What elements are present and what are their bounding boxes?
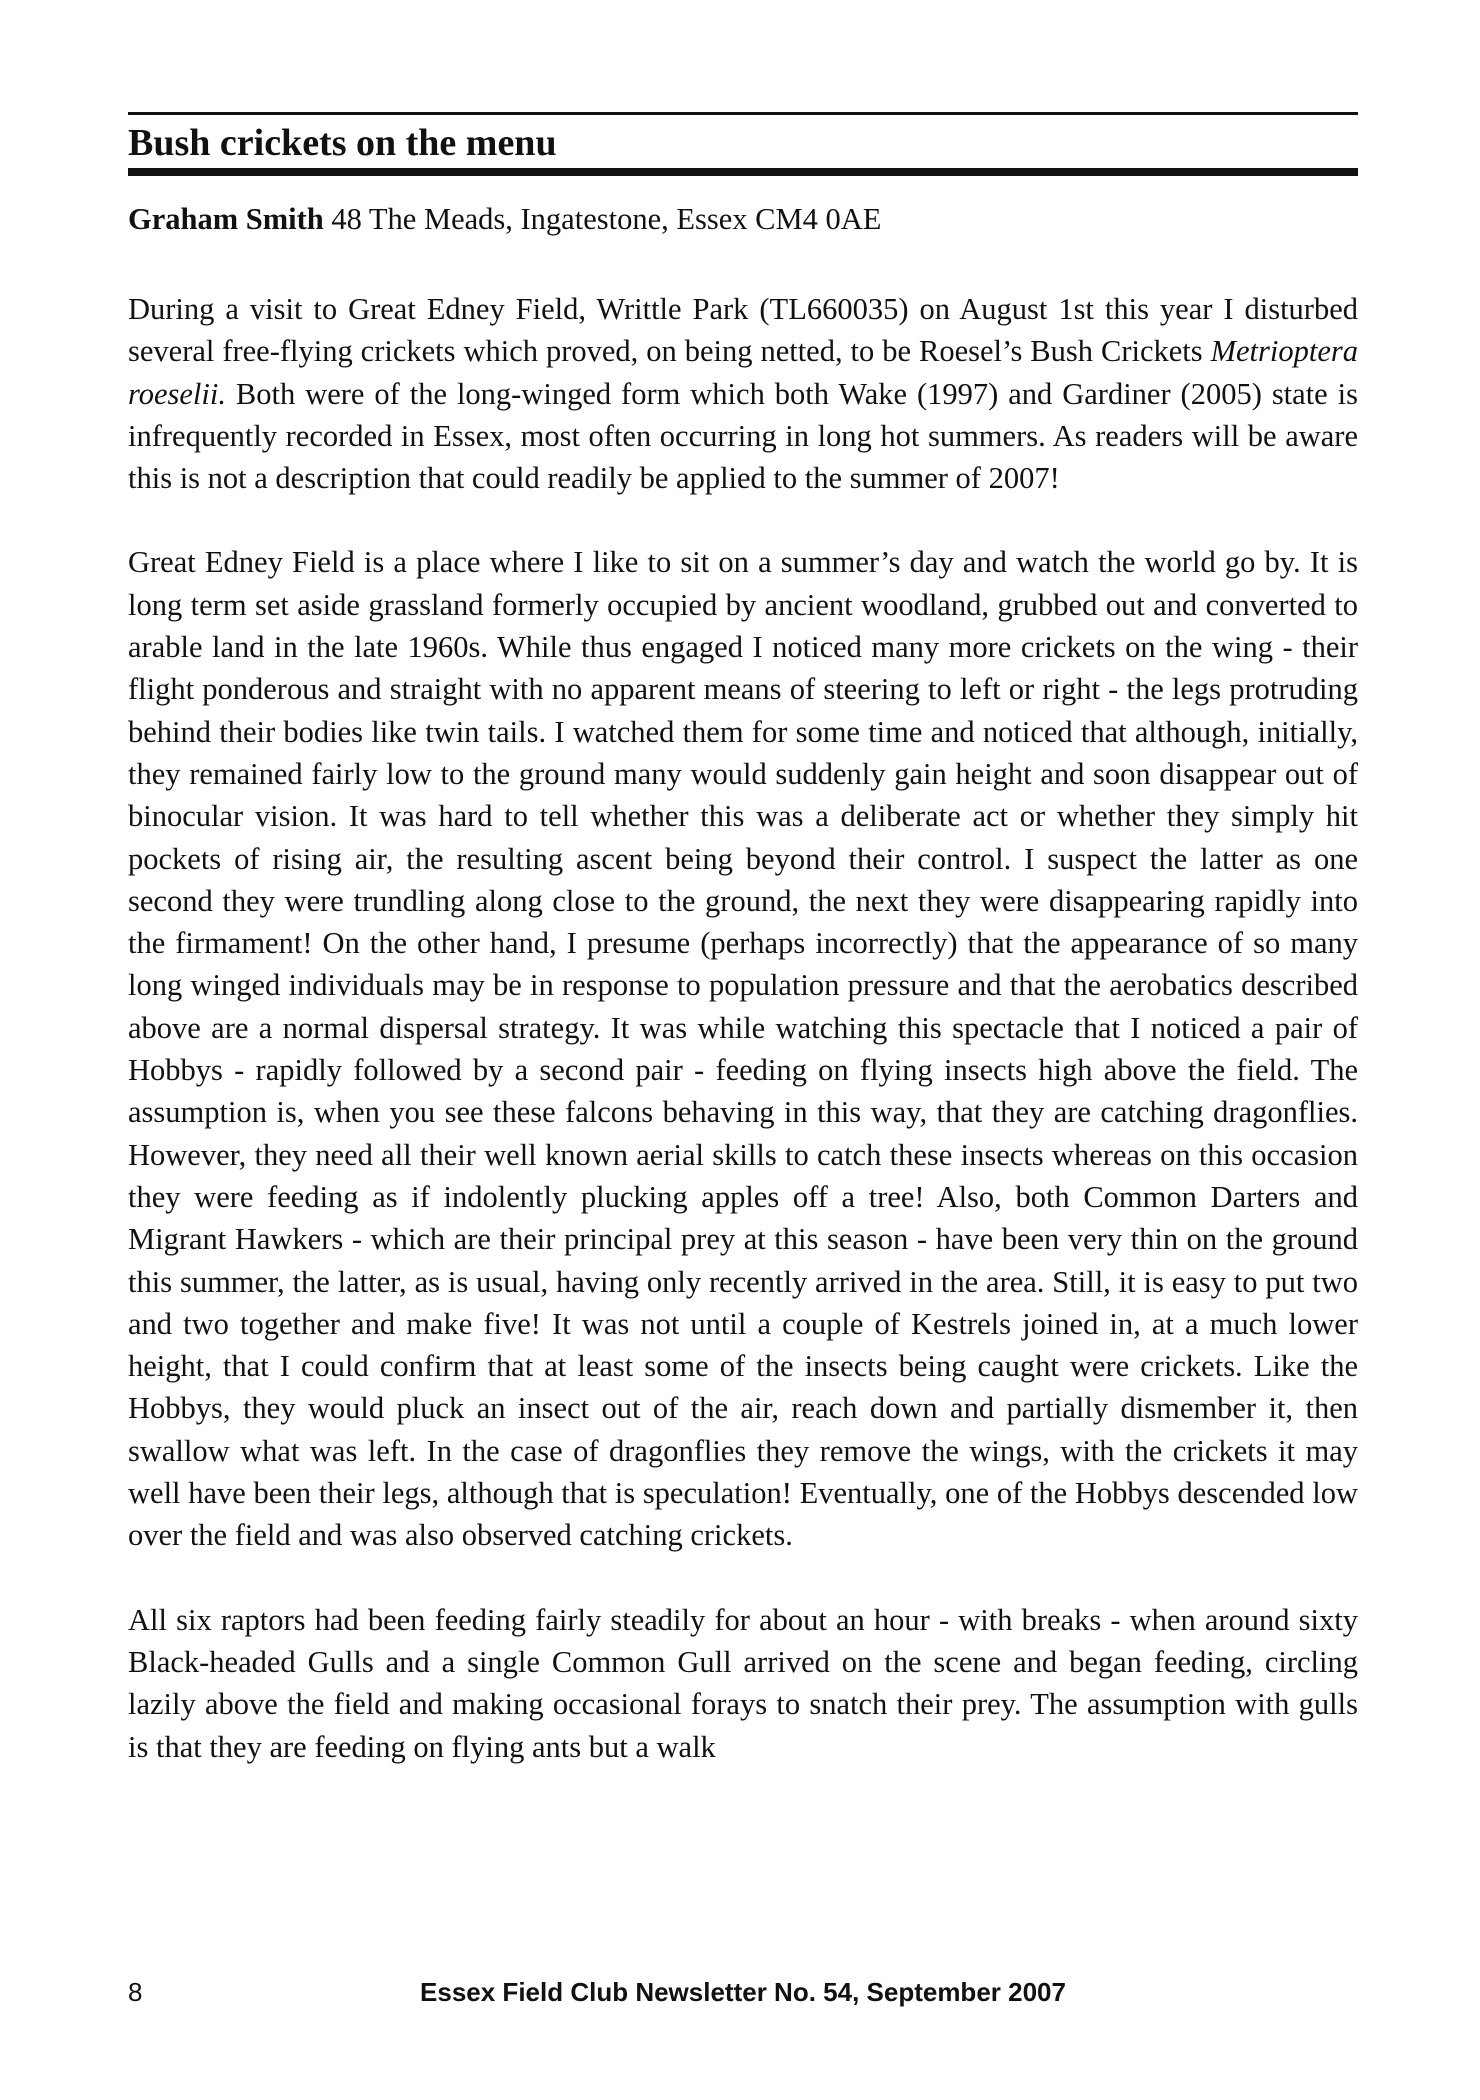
author-address: 48 The Meads, Ingatestone, Essex CM4 0AE (323, 202, 882, 236)
author-name: Graham Smith (128, 202, 324, 236)
title-top-rule (128, 112, 1358, 115)
page-number: 8 (128, 1977, 143, 2007)
page-footer (128, 1972, 1358, 2012)
paragraph-1 (128, 288, 1358, 499)
paragraph-2: Great Edney Field is a place where I like to sit on a summer’s day and watch the world go by. It is long term set aside grassland formerly occupied by ancient woodland, grubbed out and converted to arable land in the late 1960s. While thus engaged I noticed many more crickets on the wing - their flight ponderous and straight with no apparent means of steering to left or right - the legs protruding behind their bodies like twin tails. I watched them for some time and noticed that although, initially, they remained fairly low to the ground many would suddenly gain height and soon disappear out of binocular vision. It was hard to tell whether this was a deliberate act or whether they simply hit pockets of rising air, the resulting ascent being beyond their control. I suspect the latter as one second they were trundling along close to the ground, the next they were disappearing rapidly into the firmament! On the other hand, I presume (perhaps incorrectly) that the appearance of so many long winged individuals may be in response to population pressure and that the aerobatics described above are a normal dispersal strategy. It was while watching this spectacle that I noticed a pair of Hobbys - rapidly followed by a second pair - feeding on flying insects high above the field. The assumption is, when you see these falcons behaving in this way, that they are catching dragonflies. However, they need all their well known aerial skills to catch these insects whereas on this occasion they were feeding as if indolently plucking apples off a tree! Also, both Common Darters and Migrant Hawkers - which are their principal prey at this season - have been very thin on the ground this summer, the latter, as is usual, having only recently arrived in the area. Still, it is easy to put two and two together and make five! It was not until a couple of Kestrels joined in, at a much lower height, that I could confirm that at least some of the insects being caught were crickets. Like the Hobbys, they would pluck an insect out of the air, reach down and partially dismember it, then swallow what was left. In the case of dragonflies they remove the wings, with the crickets it may well have been their legs, although that is speculation! Eventually, one of the Hobbys descended low over the field and was also observed catching crickets. (128, 545, 1358, 1553)
article-title: Bush crickets on the menu (128, 122, 557, 164)
article-body (128, 288, 1358, 1810)
species-name: Metrioptera roeselii. (128, 334, 1358, 411)
publication-title: Essex Field Club Newsletter No. 54, September 2007 (420, 1977, 1066, 2007)
byline (128, 198, 1358, 240)
paragraph-1-text-b: Both were of the long-winged form which both Wake (1997) and Gardiner (2005) state is infrequently recorded in Essex, most often occurring in long hot summers. As readers will be aware this is not a description that could readily be applied to the summer of 2007! (128, 376, 1358, 496)
paragraph-1-text-a: During a visit to Great Edney Field, Writtle Park (TL660035) on August 1st this year I disturbed several free-flying crickets which proved, on being netted, to be Roesel’s Bush Crickets (128, 292, 1358, 369)
title-bottom-rule (128, 168, 1358, 176)
paragraph-3: All six raptors had been feeding fairly steadily for about an hour - with breaks - when around sixty Black-headed Gulls and a single Common Gull arrived on the scene and began feeding, circling lazily above the field and making occasional forays to snatch their prey. The assumption with gulls is that they are feeding on flying ants but a walk (128, 1602, 1358, 1764)
